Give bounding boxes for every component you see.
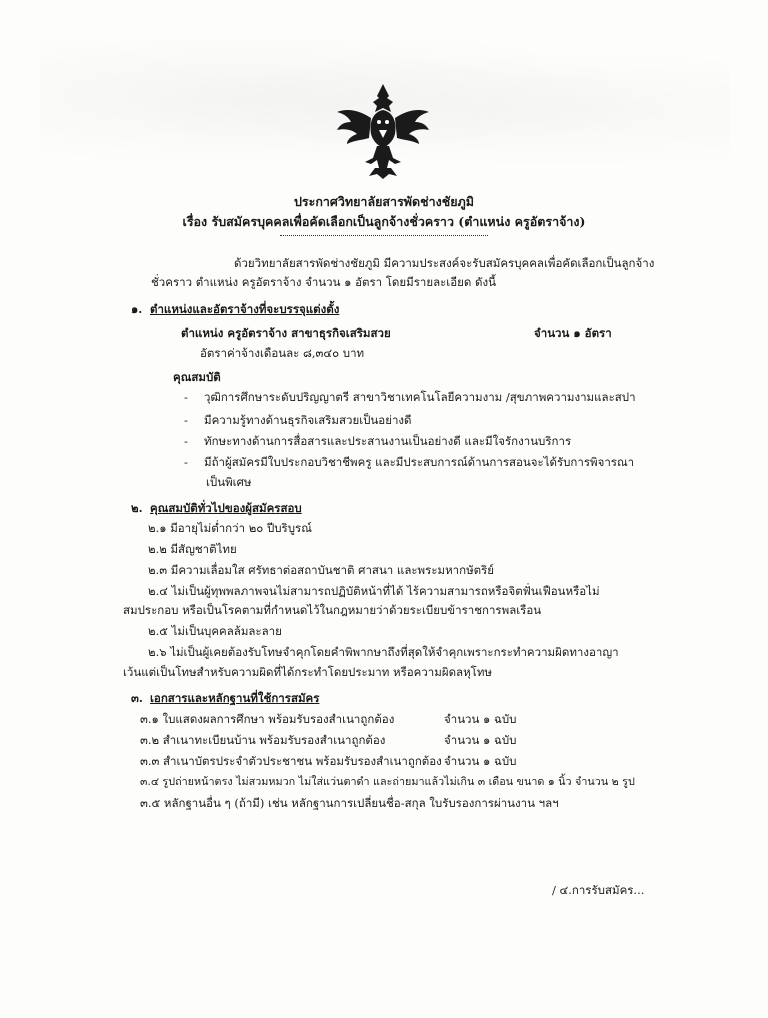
dotted-divider: [280, 235, 488, 236]
qualification-item: ทักษะทางด้านการสื่อสารและประสานงานเป็นอย่างดี และมีใจรักงานบริการ: [204, 434, 572, 448]
general-qualification: ๒.๒ มีสัญชาติไทย: [148, 542, 237, 556]
other-documents: ๓.๕ หลักฐานอื่น ๆ (ถ้ามี) เช่น หลักฐานการเปลี่ยนชื่อ-สกุล ใบรับรองการผ่านงาน ฯลฯ: [140, 796, 559, 810]
bullet-dash: -: [184, 390, 188, 404]
position-count: จำนวน ๑ อัตรา: [534, 326, 612, 340]
document-quantity: จำนวน ๑ ฉบับ: [444, 754, 517, 768]
general-qualification: ๒.๔ ไม่เป็นผู้ทุพพลภาพจนไม่สามารถปฏิบัติหน้าที่ได้ ไร้ความสามารถหรือจิตฟั่นเฟือนหรือไม่: [148, 584, 600, 598]
general-qualification: ๒.๓ มีความเลื่อมใส ศรัทธาต่อสถาบันชาติ ศาสนา และพระมหากษัตริย์: [148, 563, 495, 577]
section1-heading: ตำแหน่งและอัตราจ้างที่จะบรรจุแต่งตั้ง: [150, 302, 340, 316]
section3-number: ๓.: [131, 691, 143, 705]
document-item: ๓.๒ สำเนาทะเบียนบ้าน พร้อมรับรองสำเนาถูกต้อง: [140, 733, 386, 747]
announcement-subject: เรื่อง รับสมัครบุคคลเพื่อคัดเลือกเป็นลูกจ้างชั่วคราว (ตำแหน่ง ครูอัตราจ้าง): [182, 214, 586, 229]
section3-heading: เอกสารและหลักฐานที่ใช้การสมัคร: [150, 691, 320, 705]
bullet-dash: -: [184, 434, 188, 448]
general-qualification-cont: เว้นแต่เป็นโทษสำหรับความผิดที่ได้กระทำโดยประมาท หรือความผิดลหุโทษ: [123, 665, 493, 679]
document-item: ๓.๓ สำเนาบัตรประจำตัวประชาชน พร้อมรับรองสำเนาถูกต้อง: [140, 754, 442, 768]
document-quantity: จำนวน ๑ ฉบับ: [444, 712, 517, 726]
intro-line-1: ด้วยวิทยาลัยสารพัดช่างชัยภูมิ มีความประสงค์จะรับสมัครบุคคลเพื่อคัดเลือกเป็นลูกจ้าง: [234, 256, 655, 270]
bullet-dash: -: [184, 455, 188, 469]
general-qualification: ๒.๖ ไม่เป็นผู้เคยต้องรับโทษจำคุกโดยคำพิพากษาถึงที่สุดให้จำคุกเพราะกระทำความผิดทางอาญา: [148, 645, 619, 659]
qualifications-heading: คุณสมบัติ: [173, 370, 221, 384]
announcement-title: ประกาศวิทยาลัยสารพัดช่างชัยภูมิ: [293, 194, 475, 209]
document-item: ๓.๑ ใบแสดงผลการศึกษา พร้อมรับรองสำเนาถูกต้อง: [140, 712, 395, 726]
qualification-item: มีความรู้ทางด้านธุรกิจเสริมสวยเป็นอย่างดี: [204, 413, 412, 427]
position-title: ตำแหน่ง ครูอัตราจ้าง สาขาธุรกิจเสริมสวย: [181, 326, 391, 340]
document-quantity: จำนวน ๑ ฉบับ: [444, 733, 517, 747]
section2-heading: คุณสมบัติทั่วไปของผู้สมัครสอบ: [150, 501, 302, 515]
general-qualification: ๒.๕ ไม่เป็นบุคคลล้มละลาย: [148, 624, 282, 638]
intro-line-2: ชั่วคราว ตำแหน่ง ครูอัตราจ้าง จำนวน ๑ อัตรา โดยมีรายละเอียด ดังนี้: [151, 275, 496, 289]
photo-requirement: ๓.๔ รูปถ่ายหน้าตรง ไม่สวมหมวก ไม่ใส่แว่นตาดำ และถ่ายมาแล้วไม่เกิน ๓ เดือน ขนาด ๑ นิ้ว จำนวน ๒ รูป: [140, 775, 635, 788]
qualification-item: วุฒิการศึกษาระดับปริญญาตรี สาขาวิชาเทคโนโลยีความงาม /สุขภาพความงามและสปา: [204, 390, 636, 404]
section1-number: ๑.: [131, 302, 143, 316]
garuda-emblem: [333, 82, 433, 180]
qualification-item-cont: เป็นพิเศษ: [206, 475, 252, 489]
general-qualification: ๒.๑ มีอายุไม่ต่ำกว่า ๒๐ ปีบริบูรณ์: [148, 521, 312, 535]
general-qualification-cont: สมประกอบ หรือเป็นโรคตามที่กำหนดไว้ในกฎหมายว่าด้วยระเบียบข้าราชการพลเรือน: [123, 603, 542, 617]
qualification-item: มีถ้าผู้สมัครมีใบประกอบวิชาชีพครู และมีประสบการณ์ด้านการสอนจะได้รับการพิจารณา: [204, 455, 635, 469]
section2-number: ๒.: [131, 501, 143, 515]
bullet-dash: -: [184, 413, 188, 427]
salary-rate: อัตราค่าจ้างเดือนละ ๘,๓๔๐ บาท: [200, 346, 365, 360]
continued-next-page: / ๔.การรับสมัคร...: [552, 883, 645, 897]
